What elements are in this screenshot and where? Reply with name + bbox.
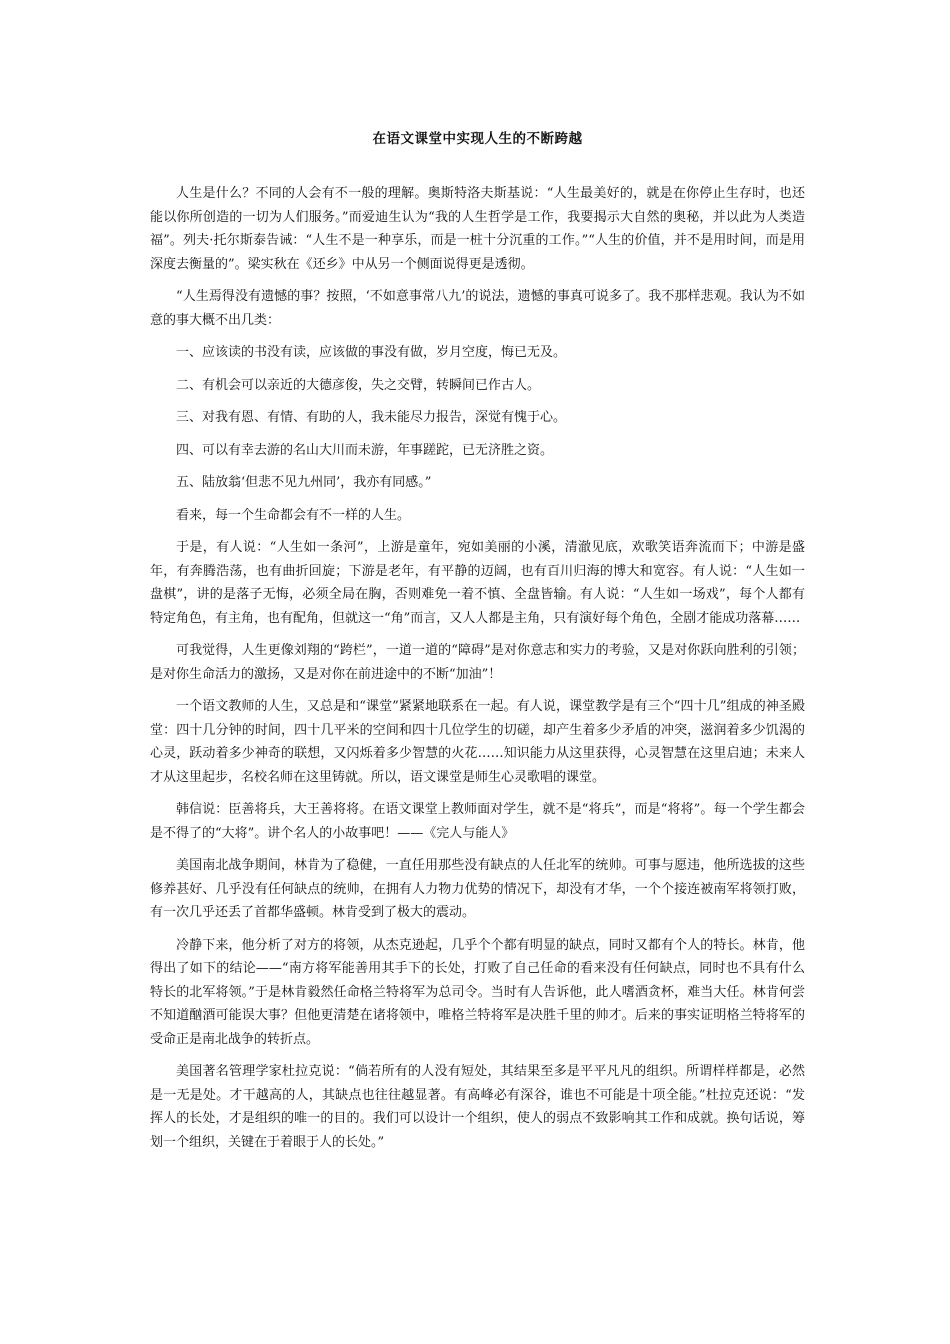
paragraph-conclusion-life: 看来，每一个生命都会有不一样的人生。 (176, 507, 411, 523)
list-item-3: 三、对我有恩、有情、有助的人，我未能尽力报告，深觉有愧于心。 (176, 410, 567, 425)
paragraph-drucker: 美国著名管理学家杜拉克说：“倘若所有的人没有短处，其结果至多是平平凡凡的组织。所谓样样都是，必然是一无是处。才干越高的人，其缺点也往往越显著。有高峰必有深谷，谁也不可能是十项全能。”杜拉克还说：“发挥人的长处，才是组织的唯一的目的。我们可以设计一个组织，使人的弱点不致影响其工作和成就。换句话说，筹划一个组织，关键在于着眼于人的长处。” (150, 1064, 805, 1150)
paragraph-lincoln-2: 冷静下来，他分析了对方的将领，从杰克逊起，几乎个个都有明显的缺点，同时又都有个人的特长。林肯，他得出了如下的结论——“南方将军能善用其手下的长处，打败了自己任命的看来没有任何缺点，同时也不具有什么特长的北军将领。”于是林肯毅然任命格兰特将军为总司令。当时有人告诉他，此人嗜酒贪杯，难当大任。林肯何尝不知道酗酒可能误大事？但他更清楚在诸将领中，唯格兰特将军是决胜千里的帅才。后来的事实证明格兰特将军的受命正是南北战争的转折点。 (150, 937, 805, 1047)
list-item-5: 五、陆放翁‘但悲不见九州同’，我亦有同感。” (176, 475, 432, 490)
document-title: 在语文课堂中实现人生的不断跨越 (372, 131, 583, 147)
list-item-1: 一、应该读的书没有读，应该做的事没有做，岁月空度，悔已无及。 (176, 345, 567, 360)
paragraph-hurdles: 可我觉得，人生更像刘翔的“跨栏”，一道一道的“障碍”是对你意志和实力的考验，又是对你跃向胜利的引领；是对你生命活力的激扬，又是对你在前进途中的不断“加油”！ (150, 643, 805, 682)
paragraph-life-metaphors: 于是，有人说：“人生如一条河”，上游是童年，宛如美丽的小溪，清澈见底，欢歌笑语奔流而下；中游是盛年，有奔腾浩荡，也有曲折回旋；下游是老年，有平静的迈阔，也有百川归海的博大和宽容。有人说：“人生如一盘棋”，讲的是落子无悔，必须全局在胸，否则难免一着不慎、全盘皆输。有人说：“人生如一场戏”，每个人都有特定角色，有主角，也有配角，但就这一“角”而言，又人人都是主角，只有演好每个角色，全剧才能成功落幕…… (150, 540, 805, 626)
paragraph-han-xin: 韩信说：臣善将兵，大王善将将。在语文课堂上教师面对学生，就不是“将兵”，而是“将将”。每一个学生都会是不得了的“大将”。讲个名人的小故事吧！——《完人与能人》 (150, 802, 805, 841)
paragraph-classroom: 一个语文教师的人生，又总是和“课堂”紧紧地联系在一起。有人说，课堂教学是有三个“四十几”组成的神圣殿堂：四十几分钟的时间，四十几平米的空间和四十几位学生的切磋，却产生着多少矛盾的冲突，滋润着多少饥渴的心灵，跃动着多少神奇的联想，又闪烁着多少智慧的火花……知识能力从这里获得，心灵智慧在这里启迪；未来人才从这里起步，名校名师在这里铸就。所以，语文课堂是师生心灵歌唱的课堂。 (150, 699, 805, 785)
paragraph-quote-liang: “人生焉得没有遗憾的事？按照，‘不如意事常八九’的说法，遗憾的事真可说多了。我不那样悲观。我认为不如意的事大概不出几类： (150, 289, 805, 328)
list-item-4: 四、可以有幸去游的名山大川而未游，年事蹉跎，已无济胜之资。 (176, 442, 554, 458)
list-item-2: 二、有机会可以亲近的大德彦俊，失之交臂，转瞬间已作古人。 (176, 377, 541, 393)
document-body (150, 182, 805, 1163)
paragraph-intro: 人生是什么？不同的人会有不一般的理解。奥斯特洛夫斯基说：“人生最美好的，就是在你停止生存时，也还能以你所创造的一切为人们服务。”而爱迪生认为“我的人生哲学是工作，我要揭示大自然的奥秘，并以此为人类造福”。列夫·托尔斯泰告诫：“人生不是一种享乐，而是一桩十分沉重的工作。”“人生的价值，并不是用时间，而是用深度去衡量的”。梁实秋在《还乡》中从另一个侧面说得更是透彻。 (150, 186, 805, 272)
paragraph-lincoln-1: 美国南北战争期间，林肯为了稳健，一直任用那些没有缺点的人任北军的统帅。可事与愿违，他所选拔的这些修养甚好、几乎没有任何缺点的统帅，在拥有人力物力优势的情况下，却没有才华，一个个接连被南军将领打败，有一次几乎还丢了首都华盛顿。林肯受到了极大的震动。 (150, 858, 805, 920)
